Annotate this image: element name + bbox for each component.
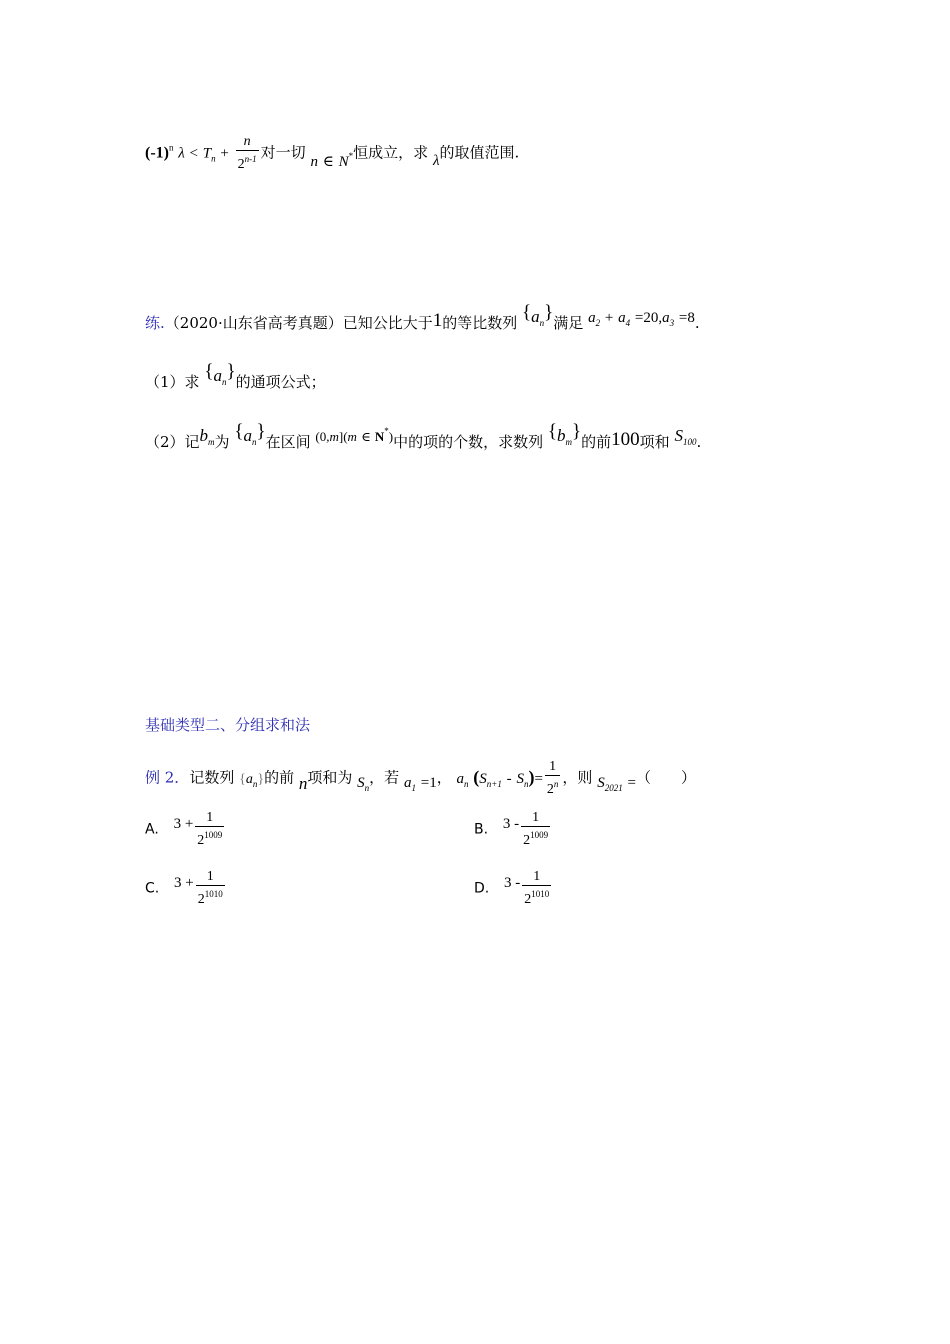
example-S2021: $S_{2021}$ = bbox=[597, 774, 636, 793]
example-seq-an: $\{a_n\}$ bbox=[239, 771, 265, 789]
q2-interval: (0,m](m ∈ N*) bbox=[315, 426, 394, 444]
example-comma: ， bbox=[436, 768, 452, 787]
example-text3: 项和为 bbox=[307, 768, 353, 787]
option-a-label: A. bbox=[145, 821, 159, 838]
practice-q2-line bbox=[145, 420, 701, 453]
q2-label: （2）记 bbox=[145, 433, 200, 451]
practice-one: 1 bbox=[432, 310, 443, 331]
q2-text2: 在区间 bbox=[265, 433, 311, 451]
example-text4: ，若 bbox=[369, 768, 400, 787]
option-c[interactable]: C. 3 + $\frac{1}{2^{1010}}$ bbox=[145, 869, 223, 907]
practice-end: . bbox=[694, 314, 700, 332]
option-b-label: B. bbox=[474, 821, 489, 838]
practice-q1-line bbox=[145, 361, 326, 393]
q2-hundred: 100 bbox=[611, 429, 640, 450]
q2-bm: $b_m$ bbox=[199, 426, 215, 447]
fraction-n-over-2pow bbox=[236, 134, 259, 173]
option-d[interactable]: D. 3 - $\frac{1}{2^{1010}}$ bbox=[474, 869, 550, 907]
practice-text-a: 的等比数列 bbox=[442, 314, 518, 332]
q2-seq-an: $\{a_n\}$ bbox=[234, 421, 266, 447]
example-label: 例 2． bbox=[145, 768, 190, 787]
q1-seq-an: $\{a_n\}$ bbox=[204, 361, 236, 387]
seq-an: $\{a_n\}$ bbox=[522, 302, 554, 328]
q2-seq-bm: $\{b_m\}$ bbox=[547, 421, 582, 447]
lambda-symbol: λ bbox=[178, 145, 185, 162]
example-text1: 记数列 bbox=[189, 768, 235, 787]
option-d-expr: 3 - bbox=[504, 874, 521, 891]
example-a1: $a_1 =1$ bbox=[403, 774, 437, 793]
condition-n-in-N: n ∈ N* bbox=[310, 150, 354, 170]
q2-text5: 项和 bbox=[639, 433, 670, 451]
option-a-expr: 3 + bbox=[173, 815, 194, 832]
option-b-expr: 3 - bbox=[502, 815, 520, 832]
example-blank: （ ） bbox=[635, 768, 696, 787]
lambda-symbol-2: λ bbox=[432, 152, 440, 169]
practice-condition: $a_2 + a_4 =20,a_3 =8$ bbox=[588, 310, 695, 328]
option-c-label: C. bbox=[145, 880, 160, 897]
text-holds: 恒成立，求 bbox=[353, 143, 429, 162]
example-Sn: $S_n$ bbox=[357, 774, 370, 793]
q1-label: （1）求 bbox=[145, 373, 200, 391]
T-subscript: n bbox=[211, 153, 216, 164]
option-a[interactable]: A. 3 + $\frac{1}{2^{1009}}$ bbox=[145, 810, 223, 848]
neg-one-exponent: n bbox=[168, 142, 174, 153]
fraction-numerator: n bbox=[243, 134, 251, 149]
option-d-label: D. bbox=[474, 880, 490, 897]
practice-label: 练. bbox=[145, 314, 165, 332]
example-equation: $a_n$ $(S_{n+1} - S_n)=$ $\frac{1}{2^n}$ bbox=[456, 759, 559, 797]
q2-text3: 中的项的个数，求数列 bbox=[393, 433, 544, 451]
example-text5: ，则 bbox=[562, 768, 593, 787]
neg-one: (-1) bbox=[145, 144, 169, 162]
text-range: 的取值范围. bbox=[439, 143, 520, 162]
T-symbol: T bbox=[202, 145, 212, 162]
problem-tail-line bbox=[145, 134, 519, 173]
fraction-denominator: 2$^{n-1}$ bbox=[236, 150, 259, 173]
example-text2: 的前 bbox=[264, 768, 295, 787]
q2-text4: 的前 bbox=[581, 433, 612, 451]
section-heading: 基础类型二、分组求和法 bbox=[145, 716, 311, 734]
practice-source: （2020·山东省高考真题）已知公比大于 bbox=[164, 314, 433, 332]
example-n: n bbox=[298, 773, 308, 793]
practice-text-b: 满足 bbox=[553, 314, 584, 332]
option-b[interactable]: B. 3 - $\frac{1}{2^{1009}}$ bbox=[474, 810, 549, 848]
example-line bbox=[145, 759, 696, 799]
text-for-all: 对一切 bbox=[260, 143, 306, 162]
practice-header-line bbox=[145, 302, 700, 334]
plus-sign: + bbox=[220, 145, 229, 162]
q2-text1: 为 bbox=[214, 433, 230, 451]
option-c-expr: 3 + bbox=[174, 874, 194, 891]
less-than: < bbox=[189, 145, 199, 162]
q2-S100: $S_{100}$ bbox=[674, 426, 697, 447]
q1-text: 的通项公式； bbox=[235, 373, 326, 391]
q2-end: . bbox=[696, 433, 702, 451]
